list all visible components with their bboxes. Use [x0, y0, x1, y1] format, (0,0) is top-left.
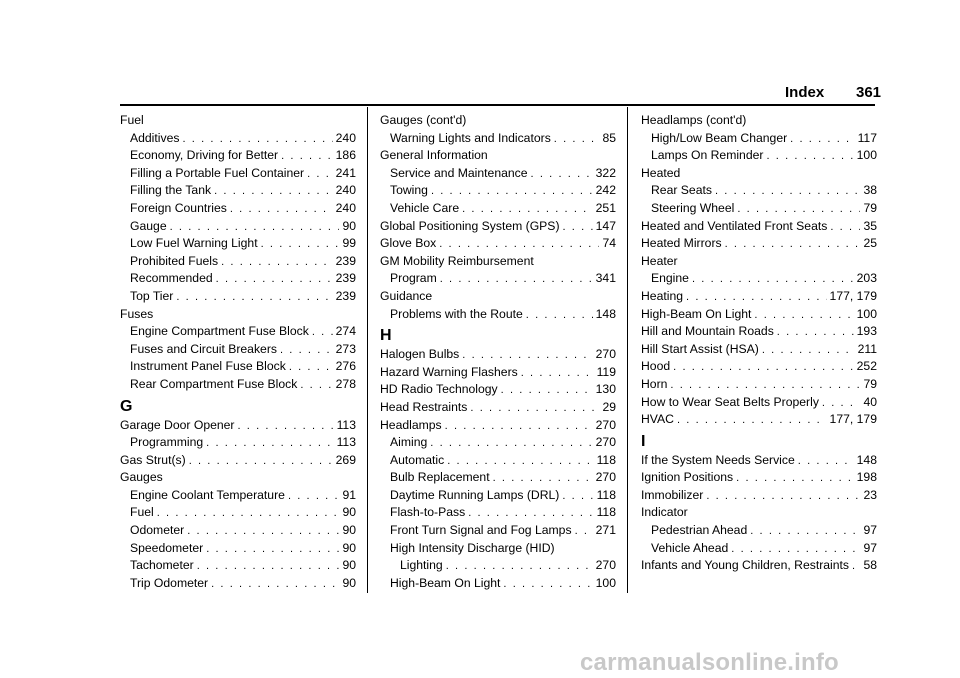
- index-entry: [641, 165, 877, 183]
- index-subentry: [120, 504, 356, 522]
- entry-text: Fuses: [120, 306, 154, 321]
- dot-leader: [170, 219, 340, 237]
- index-entry: [641, 288, 877, 306]
- entry-text: Headlamps: [380, 417, 442, 432]
- entry-text: Additives: [130, 130, 180, 145]
- index-entry: [641, 323, 877, 341]
- index-subentry: [120, 253, 356, 271]
- index-entry: [120, 469, 356, 487]
- page-ref[interactable]: 91: [342, 487, 356, 502]
- entry-text: Automatic: [390, 452, 445, 467]
- dot-leader: [430, 435, 592, 453]
- entry-text: Trip Odometer: [130, 575, 209, 590]
- dot-leader: [670, 377, 860, 395]
- page-ref[interactable]: 90: [342, 540, 356, 555]
- page-ref[interactable]: 148: [856, 452, 877, 467]
- entry-text: Warning Lights and Indicators: [390, 130, 551, 145]
- index-entry: [120, 452, 356, 470]
- page-ref[interactable]: 322: [595, 165, 616, 180]
- index-subentry: [120, 147, 356, 165]
- index-entry: [641, 487, 877, 505]
- index-subentry: [641, 130, 877, 148]
- page-ref[interactable]: 97: [863, 523, 877, 538]
- index-subentry: [120, 434, 356, 452]
- index-subentry: [641, 270, 877, 288]
- entry-text: Gauges: [120, 470, 163, 485]
- dot-leader: [197, 558, 340, 576]
- entry-text: High/Low Beam Changer: [651, 130, 788, 145]
- page-ref[interactable]: 90: [342, 575, 356, 590]
- index-subentry: [380, 306, 616, 324]
- dot-leader: [715, 183, 860, 201]
- page-ref[interactable]: 29: [602, 399, 616, 414]
- index-entry: [641, 411, 877, 429]
- page-ref[interactable]: 85: [602, 130, 616, 145]
- page-ref[interactable]: 113: [336, 417, 356, 432]
- page-ref[interactable]: 79: [863, 200, 877, 215]
- dot-leader: [830, 219, 860, 237]
- dot-leader: [431, 183, 593, 201]
- dot-leader: [754, 307, 853, 325]
- dot-leader: [176, 289, 332, 307]
- page-ref[interactable]: 252: [856, 359, 877, 374]
- page-ref[interactable]: 276: [335, 359, 356, 374]
- page-ref[interactable]: 193: [856, 324, 877, 339]
- entry-text: Recommended: [130, 271, 213, 286]
- dot-leader: [211, 576, 339, 594]
- entry-text: Engine Coolant Temperature: [130, 487, 285, 502]
- page-ref[interactable]: 119: [596, 364, 616, 379]
- index-subentry: [120, 270, 356, 288]
- entry-text: Lighting: [400, 558, 443, 573]
- entry-text: Steering Wheel: [651, 200, 735, 215]
- index-entry: [641, 557, 877, 575]
- dot-leader: [554, 131, 600, 149]
- page-ref[interactable]: 118: [596, 452, 616, 467]
- entry-text: Fuses and Circuit Breakers: [130, 341, 277, 356]
- page-ref[interactable]: 270: [595, 558, 616, 573]
- entry-text: Economy, Driving for Better: [130, 148, 279, 163]
- entry-text: Immobilizer: [641, 487, 704, 502]
- entry-text: Heating: [641, 288, 684, 303]
- page-ref[interactable]: 113: [336, 435, 356, 450]
- page-ref[interactable]: 90: [342, 505, 356, 520]
- page-ref[interactable]: 251: [595, 200, 616, 215]
- entry-text: Infants and Young Children, Restraints: [641, 558, 850, 573]
- dot-leader: [531, 166, 593, 184]
- dot-leader: [206, 435, 333, 453]
- index-subentry: [120, 358, 356, 376]
- page-ref[interactable]: 90: [342, 218, 356, 233]
- index-entry: [641, 376, 877, 394]
- dot-leader: [736, 470, 854, 488]
- entry-text: Ignition Positions: [641, 470, 734, 485]
- page-ref[interactable]: 239: [335, 253, 356, 268]
- page-ref[interactable]: 198: [856, 470, 877, 485]
- page-ref[interactable]: 23: [863, 487, 877, 502]
- dot-leader: [462, 201, 593, 219]
- index-entry: [641, 306, 877, 324]
- entry-text: Filling the Tank: [130, 183, 212, 198]
- page-ref[interactable]: 177, 179: [829, 412, 877, 427]
- page-ref[interactable]: 270: [595, 347, 616, 362]
- index-entry: [641, 394, 877, 412]
- dot-leader: [762, 342, 855, 360]
- page-ref[interactable]: 270: [595, 470, 616, 485]
- index-column-2: [380, 112, 616, 592]
- page-ref[interactable]: 99: [342, 236, 356, 251]
- dot-leader: [468, 505, 593, 523]
- entry-text: Daytime Running Lamps (DRL): [390, 487, 560, 502]
- page-ref[interactable]: 147: [595, 218, 616, 233]
- index-subentry: [641, 200, 877, 218]
- dot-leader: [501, 382, 593, 400]
- entry-text: If the System Needs Service: [641, 452, 795, 467]
- entry-text: Instrument Panel Fuse Block: [130, 359, 286, 374]
- page-ref[interactable]: 270: [595, 417, 616, 432]
- dot-leader: [300, 377, 332, 395]
- index-subentry: [120, 288, 356, 306]
- index-column-1: [120, 112, 356, 592]
- entry-text: Front Turn Signal and Fog Lamps: [390, 523, 572, 538]
- entry-text: Hill Start Assist (HSA): [641, 341, 759, 356]
- dot-leader: [766, 148, 853, 166]
- index-entry: [641, 112, 877, 130]
- dot-leader: [238, 418, 334, 436]
- index-subentry: [380, 504, 616, 522]
- dot-leader: [677, 412, 827, 430]
- entry-text: Global Positioning System (GPS): [380, 218, 560, 233]
- page-header: [0, 0, 960, 110]
- dot-leader: [493, 470, 593, 488]
- entry-text: Halogen Bulbs: [380, 347, 460, 362]
- entry-text: Lamps On Reminder: [651, 148, 764, 163]
- index-entry: [641, 341, 877, 359]
- index-entry: [380, 288, 616, 306]
- index-subentry: [120, 540, 356, 558]
- index-entry: [380, 346, 616, 364]
- page-ref[interactable]: 25: [863, 236, 877, 251]
- index-subentry: [380, 557, 616, 575]
- index-subentry: [120, 557, 356, 575]
- dot-leader: [852, 558, 860, 576]
- dot-leader: [446, 558, 593, 576]
- page-ref[interactable]: 274: [335, 324, 356, 339]
- dot-leader: [216, 271, 333, 289]
- watermark: carmanualsonline.info: [580, 649, 839, 676]
- index-subentry: [380, 452, 616, 470]
- page-ref[interactable]: 35: [863, 218, 877, 233]
- dot-leader: [750, 523, 860, 541]
- index-subentry: [120, 218, 356, 236]
- index-subentry: [380, 200, 616, 218]
- entry-text: Guidance: [380, 288, 433, 303]
- page-ref[interactable]: 130: [595, 382, 616, 397]
- page-title: Index: [785, 84, 825, 101]
- index-entry: [120, 306, 356, 324]
- entry-text: Heater: [641, 253, 678, 268]
- dot-leader: [692, 271, 854, 289]
- dot-leader: [563, 219, 593, 237]
- entry-text: Heated: [641, 165, 681, 180]
- page-ref[interactable]: 341: [595, 271, 616, 286]
- page-number: 361: [856, 84, 882, 101]
- dot-leader: [157, 505, 340, 523]
- dot-leader: [187, 523, 339, 541]
- page-ref[interactable]: 100: [856, 306, 877, 321]
- entry-text: Gauge: [130, 218, 167, 233]
- entry-text: Low Fuel Warning Light: [130, 236, 258, 251]
- section-letter: I: [641, 432, 646, 450]
- entry-text: Vehicle Care: [390, 200, 460, 215]
- index-entry: [120, 112, 356, 130]
- dot-leader: [307, 166, 333, 184]
- entry-text: Rear Compartment Fuse Block: [130, 376, 298, 391]
- page-ref[interactable]: 90: [342, 523, 356, 538]
- section-letter: G: [120, 397, 133, 415]
- dot-leader: [790, 131, 854, 149]
- dot-leader: [503, 576, 592, 594]
- index-column-3: [641, 112, 877, 575]
- entry-text: Fuel: [130, 505, 154, 520]
- index-entry: [641, 253, 877, 271]
- index-subentry: [641, 522, 877, 540]
- entry-text: How to Wear Seat Belts Properly: [641, 394, 819, 409]
- entry-text: Tachometer: [130, 558, 194, 573]
- page-ref[interactable]: 118: [596, 505, 616, 520]
- page-ref[interactable]: 240: [335, 183, 356, 198]
- dot-leader: [706, 488, 860, 506]
- entry-text: Flash-to-Pass: [390, 505, 466, 520]
- page-ref[interactable]: 186: [335, 148, 356, 163]
- index-subentry: [641, 147, 877, 165]
- index-subentry: [380, 487, 616, 505]
- entry-text: Top Tier: [130, 288, 174, 303]
- index-entry: [380, 218, 616, 236]
- entry-text: High Intensity Discharge (HID): [390, 540, 555, 555]
- dot-leader: [312, 324, 333, 342]
- dot-leader: [289, 359, 333, 377]
- entry-text: Hill and Mountain Roads: [641, 324, 774, 339]
- entry-text: General Information: [380, 148, 488, 163]
- entry-text: Hazard Warning Flashers: [380, 364, 518, 379]
- dot-leader: [206, 541, 339, 559]
- index-subentry: [380, 522, 616, 540]
- index-subentry: [120, 323, 356, 341]
- entry-text: Gauges (cont'd): [380, 113, 467, 127]
- page-ref[interactable]: 241: [335, 165, 356, 180]
- index-subentry: [380, 575, 616, 593]
- index-subentry: [120, 182, 356, 200]
- dot-leader: [521, 365, 594, 383]
- index-subentry: [380, 182, 616, 200]
- dot-leader: [288, 488, 340, 506]
- entry-text: Aiming: [390, 435, 428, 450]
- dot-leader: [447, 453, 593, 471]
- index-subentry: [380, 130, 616, 148]
- index-entry: [380, 381, 616, 399]
- dot-leader: [686, 289, 827, 307]
- index-entry: [641, 235, 877, 253]
- page-ref[interactable]: 273: [335, 341, 356, 356]
- page-ref[interactable]: 270: [595, 435, 616, 450]
- dot-leader: [822, 395, 861, 413]
- dot-leader: [575, 523, 593, 541]
- index-entry: [641, 218, 877, 236]
- page-ref[interactable]: 278: [335, 376, 356, 391]
- dot-leader: [526, 307, 593, 325]
- entry-text: Odometer: [130, 523, 185, 538]
- index-entry: [380, 147, 616, 165]
- page-ref[interactable]: 40: [863, 394, 877, 409]
- dot-leader: [798, 453, 854, 471]
- entry-text: Speedometer: [130, 540, 204, 555]
- page-ref[interactable]: 117: [857, 130, 877, 145]
- index-subentry: [120, 235, 356, 253]
- index-subentry: [120, 376, 356, 394]
- page-ref[interactable]: 271: [595, 523, 616, 538]
- index-entry: [120, 417, 356, 435]
- index-subentry: [380, 270, 616, 288]
- dot-leader: [189, 453, 333, 471]
- page-ref[interactable]: 74: [602, 236, 616, 251]
- column-divider: [367, 107, 368, 593]
- index-subentry: [120, 130, 356, 148]
- entry-text: HD Radio Technology: [380, 382, 498, 397]
- entry-text: Service and Maintenance: [390, 165, 528, 180]
- dot-leader: [440, 271, 593, 289]
- page-ref[interactable]: 90: [342, 558, 356, 573]
- entry-text: Program: [390, 271, 437, 286]
- page-ref[interactable]: 38: [863, 183, 877, 198]
- entry-text: Towing: [390, 183, 428, 198]
- page-ref[interactable]: 239: [335, 271, 356, 286]
- page-ref[interactable]: 97: [863, 540, 877, 555]
- entry-text: Horn: [641, 376, 668, 391]
- dot-leader: [230, 201, 333, 219]
- page-ref[interactable]: 79: [863, 376, 877, 391]
- entry-text: Filling a Portable Fuel Container: [130, 165, 305, 180]
- column-divider: [627, 107, 628, 593]
- page-ref[interactable]: 240: [335, 130, 356, 145]
- entry-text: Fuel: [120, 113, 144, 127]
- section-letter: H: [380, 327, 392, 345]
- dot-leader: [445, 418, 593, 436]
- page-ref[interactable]: 242: [595, 183, 616, 198]
- page-ref[interactable]: 203: [856, 271, 877, 286]
- dot-leader: [281, 148, 333, 166]
- index-subentry: [120, 487, 356, 505]
- dot-leader: [737, 201, 860, 219]
- dot-leader: [562, 488, 593, 506]
- entry-text: Rear Seats: [651, 183, 712, 198]
- page-ref[interactable]: 58: [863, 558, 877, 573]
- entry-text: High-Beam On Light: [641, 306, 752, 321]
- dot-leader: [725, 236, 861, 254]
- index-subentry: [380, 434, 616, 452]
- header-rule: [120, 104, 875, 106]
- index-subentry: [380, 540, 616, 558]
- entry-text: Vehicle Ahead: [651, 540, 729, 555]
- entry-text: HVAC: [641, 412, 674, 427]
- dot-leader: [214, 183, 333, 201]
- index-entry: [380, 399, 616, 417]
- page-ref[interactable]: 269: [335, 452, 356, 467]
- entry-text: Headlamps (cont'd): [641, 113, 747, 127]
- dot-leader: [261, 236, 340, 254]
- index-entry: [641, 358, 877, 376]
- dot-leader: [182, 131, 332, 149]
- entry-text: Foreign Countries: [130, 200, 227, 215]
- page-ref[interactable]: 100: [595, 575, 616, 590]
- page-ref[interactable]: 148: [595, 306, 616, 321]
- entry-text: Glove Box: [380, 236, 437, 251]
- entry-text: Indicator: [641, 505, 688, 520]
- index-subentry: [120, 341, 356, 359]
- entry-text: Prohibited Fuels: [130, 253, 219, 268]
- entry-text: Heated and Ventilated Front Seats: [641, 218, 828, 233]
- entry-text: High-Beam On Light: [390, 575, 501, 590]
- dot-leader: [731, 541, 860, 559]
- dot-leader: [777, 324, 854, 342]
- index-subentry: [120, 200, 356, 218]
- index-entry: [380, 253, 616, 271]
- entry-text: Bulb Replacement: [390, 470, 490, 485]
- entry-text: Pedestrian Ahead: [651, 523, 748, 538]
- entry-text: GM Mobility Reimbursement: [380, 253, 534, 268]
- dot-leader: [462, 347, 592, 365]
- dot-leader: [673, 359, 854, 377]
- index-subentry: [120, 575, 356, 593]
- page-ref[interactable]: 100: [856, 148, 877, 163]
- entry-text: Programming: [130, 435, 204, 450]
- dot-leader: [280, 342, 333, 360]
- entry-text: Gas Strut(s): [120, 452, 186, 467]
- page-ref[interactable]: 177, 179: [829, 288, 877, 303]
- page-ref[interactable]: 118: [596, 487, 616, 502]
- index-subentry: [641, 540, 877, 558]
- index-entry: [380, 112, 616, 130]
- index-subentry: [120, 165, 356, 183]
- index-subentry: [641, 182, 877, 200]
- dot-leader: [221, 254, 333, 272]
- dot-leader: [439, 236, 599, 254]
- index-subentry: [120, 522, 356, 540]
- index-entry: [380, 235, 616, 253]
- entry-text: Head Restraints: [380, 399, 468, 414]
- index-subentry: [380, 469, 616, 487]
- index-subentry: [380, 165, 616, 183]
- index-entry: [641, 452, 877, 470]
- index-entry: [380, 364, 616, 382]
- page-ref[interactable]: 211: [857, 341, 877, 356]
- entry-text: Garage Door Opener: [120, 417, 235, 432]
- dot-leader: [470, 400, 599, 418]
- index-entry: [641, 469, 877, 487]
- entry-text: Engine Compartment Fuse Block: [130, 324, 309, 339]
- index-entry: [641, 504, 877, 522]
- entry-text: Problems with the Route: [390, 306, 523, 321]
- entry-text: Engine: [651, 271, 689, 286]
- index-entry: [380, 417, 616, 435]
- page-ref[interactable]: 239: [335, 288, 356, 303]
- entry-text: Hood: [641, 359, 671, 374]
- page-ref[interactable]: 240: [335, 200, 356, 215]
- entry-text: Heated Mirrors: [641, 236, 722, 251]
